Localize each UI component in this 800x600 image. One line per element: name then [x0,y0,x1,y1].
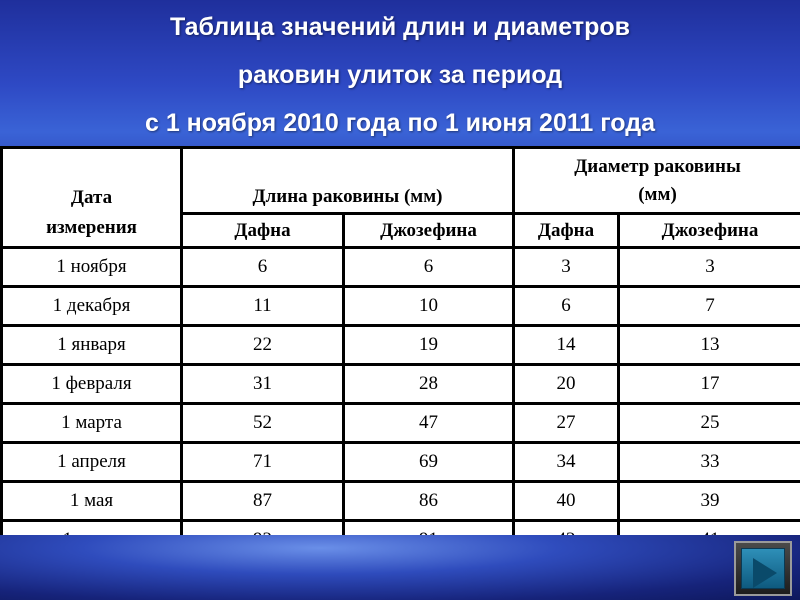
cell-diameter-dafna: 14 [514,326,619,365]
cell-length-josephine: 86 [344,482,514,521]
cell-diameter-dafna: 6 [514,287,619,326]
table-row [2,365,800,404]
cell-date: 1 января [2,326,182,365]
cell-diameter-josephine: 39 [619,482,800,521]
background-bottom [0,535,800,600]
cell-diameter-dafna: 27 [514,404,619,443]
cell-diameter-dafna: 3 [514,248,619,287]
cell-diameter-josephine: 25 [619,404,800,443]
cell-length-dafna: 71 [182,443,344,482]
cell-diameter-josephine: 7 [619,287,800,326]
next-slide-button-face[interactable] [741,548,785,589]
cell-length-dafna: 11 [182,287,344,326]
header-length-dafna: Дафна [182,214,344,248]
slide-title [0,0,800,147]
cell-diameter-dafna: 34 [514,443,619,482]
cell-length-josephine: 47 [344,404,514,443]
cell-diameter-dafna: 20 [514,365,619,404]
table-row [2,482,800,521]
cell-date: 1 апреля [2,443,182,482]
cell-length-josephine: 10 [344,287,514,326]
cell-diameter-josephine: 33 [619,443,800,482]
table-row [2,326,800,365]
cell-length-dafna: 22 [182,326,344,365]
cell-date: 1 февраля [2,365,182,404]
cell-length-dafna: 52 [182,404,344,443]
cell-length-dafna: 87 [182,482,344,521]
table-row [2,248,800,287]
header-diameter-line1: Диаметр раковины [574,155,741,177]
cell-date: 1 марта [2,404,182,443]
header-diameter-group [514,148,800,214]
table-row [2,404,800,443]
title-line-1: Таблица значений длин и диаметров [170,13,630,41]
cell-date: 1 мая [2,482,182,521]
header-length-group: Длина раковины (мм) [182,148,514,214]
table-row [2,443,800,482]
cell-date: 1 ноября [2,248,182,287]
play-icon [753,558,777,588]
cell-length-josephine: 28 [344,365,514,404]
header-date [2,148,182,248]
cell-length-josephine: 6 [344,248,514,287]
header-diameter-dafna: Дафна [514,214,619,248]
data-table-container [0,146,800,538]
header-diameter-josephine: Джозефина [619,214,800,248]
cell-date: 1 декабря [2,287,182,326]
header-length-josephine: Джозефина [344,214,514,248]
header-date-line2: измерения [46,217,137,238]
cell-length-josephine: 69 [344,443,514,482]
title-line-3: с 1 ноября 2010 года по 1 июня 2011 года [144,109,656,137]
title-line-2: раковин улиток за период [237,61,563,89]
cell-diameter-josephine: 13 [619,326,800,365]
cell-diameter-josephine: 3 [619,248,800,287]
cell-length-dafna: 31 [182,365,344,404]
header-date-line1: Дата [70,187,113,208]
cell-length-josephine: 19 [344,326,514,365]
cell-diameter-josephine: 17 [619,365,800,404]
next-slide-button[interactable] [734,541,792,596]
cell-length-dafna: 6 [182,248,344,287]
header-diameter-line2: (мм) [638,183,677,205]
cell-diameter-dafna: 40 [514,482,619,521]
snail-shell-table [0,146,800,561]
table-row [2,287,800,326]
